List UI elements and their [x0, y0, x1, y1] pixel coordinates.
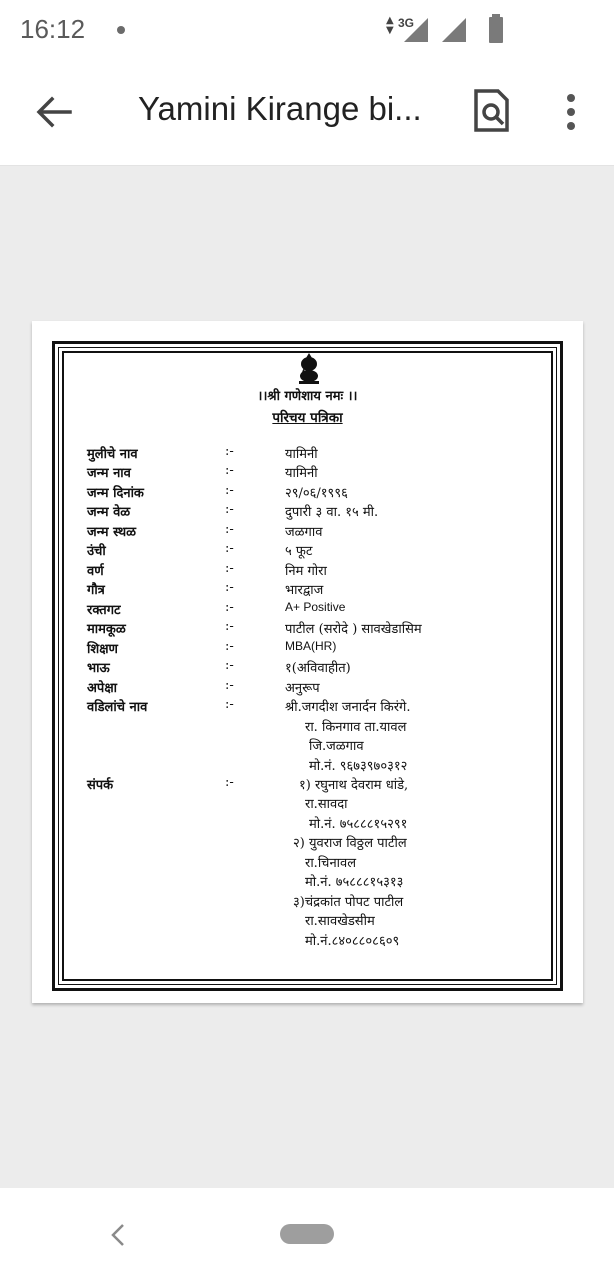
document-page[interactable]: [32, 321, 583, 1003]
field-value: पाटील (सरोदे ) सावखेडासिम: [285, 622, 422, 637]
field-value: यामिनी: [285, 447, 318, 462]
field-label: मामकूळ: [87, 622, 126, 637]
contact-name: २) युवराज विठ्ठल पाटील: [293, 836, 407, 851]
field-row: [55, 541, 560, 561]
field-separator: :-: [225, 502, 234, 517]
field-value: ५ फूट: [285, 544, 313, 559]
document-heading: परिचय पत्रिका: [272, 410, 343, 426]
field-value: जळगाव: [285, 525, 323, 540]
field-separator: :-: [225, 463, 234, 478]
field-separator: :-: [225, 600, 234, 615]
field-label: रक्तगट: [87, 603, 121, 618]
field-label: उंची: [87, 544, 106, 559]
father-address-line: रा. किनगाव ता.यावल: [305, 720, 407, 735]
field-separator: :-: [225, 541, 234, 556]
status-icons: [386, 14, 590, 44]
father-address-line: जि.जळगाव: [309, 739, 364, 754]
more-options-button[interactable]: [558, 92, 584, 132]
contact-place: रा.चिनावल: [305, 856, 357, 871]
field-separator: :-: [225, 678, 234, 693]
field-separator: :-: [225, 639, 234, 654]
ganesh-icon: [296, 352, 322, 384]
status-time: 16:12: [20, 14, 86, 44]
field-separator: :-: [225, 522, 234, 537]
contact-phone: मो.नं.८४०८८०८६०९: [305, 934, 400, 949]
field-separator: :-: [225, 619, 234, 634]
field-label: मुलीचे नाव: [87, 447, 138, 462]
field-label: जन्म नाव: [87, 466, 131, 481]
field-value: MBA(HR): [285, 639, 337, 653]
document-title: Yamini Kirange bi...: [138, 90, 422, 127]
field-separator: :-: [225, 483, 234, 498]
find-in-document-button[interactable]: [470, 88, 512, 134]
field-separator: :-: [225, 561, 234, 576]
field-separator: :-: [225, 658, 234, 673]
contact-name: १) रघुनाथ देवराम धांडे,: [299, 778, 409, 793]
field-value: A+ Positive: [285, 600, 346, 614]
field-label: अपेक्षा: [87, 681, 118, 696]
nav-home-pill[interactable]: [280, 1224, 334, 1244]
father-phone: मो.नं. ९६७३९७०३१२: [309, 759, 408, 774]
field-value: १(अविवाहीत): [285, 661, 351, 676]
arrow-back-icon: [32, 90, 76, 134]
field-value: निम गोरा: [285, 564, 327, 579]
field-separator: :-: [225, 697, 234, 712]
field-row: [55, 697, 560, 717]
app-bar: [0, 60, 614, 166]
status-bar: [0, 0, 614, 60]
field-value: २९/०६/१९९६: [285, 486, 348, 501]
field-row: [55, 561, 560, 581]
find-in-page-icon: [470, 88, 512, 134]
field-row: [55, 444, 560, 464]
field-label: जन्म वेळ: [87, 505, 131, 520]
back-button[interactable]: [32, 90, 76, 134]
field-value: भारद्वाज: [285, 583, 324, 598]
field-row: [55, 619, 560, 639]
field-row: [55, 658, 560, 678]
field-row: [55, 522, 560, 542]
field-label: जन्म स्थळ: [87, 525, 137, 540]
network-type: 3G: [398, 16, 415, 30]
field-label: जन्म दिनांक: [87, 486, 144, 501]
field-row: [55, 483, 560, 503]
field-label: वडिलांचे नाव: [87, 700, 148, 715]
field-label: शिक्षण: [87, 642, 118, 657]
system-navigation-bar: [0, 1188, 614, 1280]
nav-back-button[interactable]: [108, 1222, 128, 1248]
field-separator: :-: [225, 444, 234, 459]
field-separator: :-: [225, 580, 234, 595]
field-row: [55, 600, 560, 620]
notification-dot-icon: [117, 26, 125, 34]
field-value: यामिनी: [285, 466, 318, 481]
field-label: भाऊ: [87, 661, 110, 676]
document-viewer[interactable]: [0, 166, 614, 1188]
field-value: श्री.जगदीश जनार्दन किरंगे.: [285, 700, 411, 715]
field-row: [55, 580, 560, 600]
field-label: वर्ण: [87, 564, 104, 579]
contact-label: संपर्क: [87, 778, 114, 793]
field-row: [55, 639, 560, 659]
data-arrows-icon: ▲ ▼: [386, 15, 394, 36]
battery-icon: [488, 14, 504, 44]
field-row: [55, 502, 560, 522]
field-value: अनुरूप: [285, 681, 320, 696]
contact-place: रा.सावखेडसीम: [305, 914, 375, 929]
field-value: दुपारी ३ वा. १५ मी.: [285, 505, 379, 520]
contact-name: ३)चंद्रकांत पोपट पाटील: [293, 895, 404, 910]
field-row: [55, 678, 560, 698]
contact-place: रा.सावदा: [305, 797, 348, 812]
contact-phone: मो.नं. ७५८८८१५२९१: [309, 817, 408, 832]
salutation: ।।श्री गणेशाय नमः ।।: [257, 389, 358, 404]
more-vert-icon: [558, 92, 584, 132]
contact-phone: मो.नं. ७५८८८१५३१३: [305, 875, 404, 890]
field-row: [55, 463, 560, 483]
field-label: गौत्र: [87, 583, 105, 598]
chevron-left-icon: [108, 1222, 128, 1248]
field-separator: :-: [225, 775, 234, 790]
biodata-content: [55, 344, 560, 988]
page-border: [52, 341, 563, 991]
